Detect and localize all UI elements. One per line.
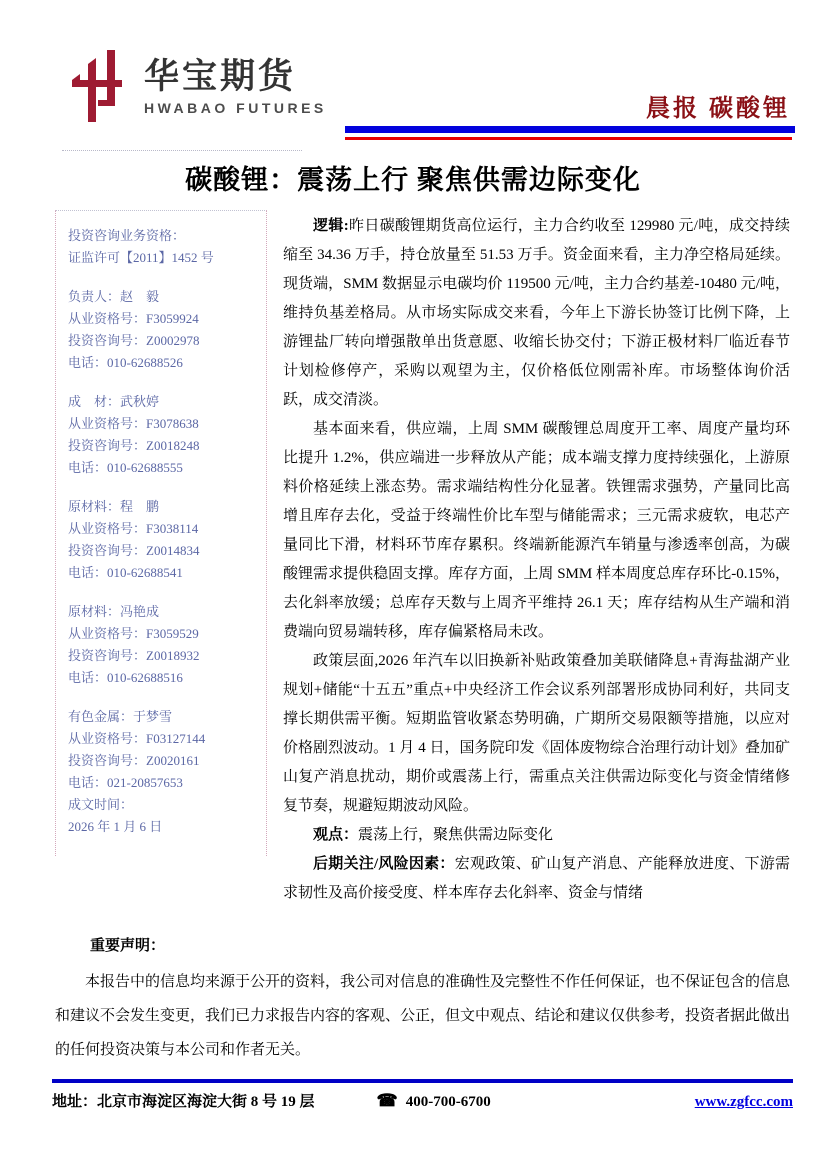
declaration-heading: 重要声明： (90, 938, 166, 954)
contact-detail: 从业资格号：F3078638 (68, 416, 199, 431)
company-address: 地址：北京市海淀区海淀大街 8 号 19 层 (52, 1094, 315, 1110)
paragraph-lead: 后期关注/风险因素： (313, 856, 455, 872)
contact-detail: 从业资格号：F3059529 (68, 626, 199, 641)
page-title: 碳酸锂：震荡上行 聚焦供需边际变化 (185, 165, 641, 195)
contact-role: 有色金属：于梦雪 (68, 709, 173, 724)
content-area (55, 210, 790, 908)
contact-detail: 电话：010-62688555 (68, 460, 183, 475)
contacts-list (68, 286, 258, 794)
qualification-label: 投资咨询业务资格： (68, 228, 186, 243)
paragraph-lead: 逻辑: (313, 218, 349, 234)
contact-detail: 投资咨询号：Z0014834 (68, 543, 200, 558)
hwabao-logo-icon (72, 50, 130, 128)
sidebar-contact (68, 286, 258, 374)
contact-detail: 从业资格号：F3059924 (68, 311, 199, 326)
contact-detail: 从业资格号：F3038114 (68, 521, 199, 536)
report-date-block (68, 794, 258, 838)
contact-detail: 从业资格号：F03127144 (68, 731, 206, 746)
report-header (0, 0, 826, 150)
page-footer (52, 1079, 793, 1111)
report-date-label: 成文时间： (68, 797, 134, 812)
contact-role: 原材料：程 鹏 (68, 499, 160, 514)
qualification-number: 证监许可【2011】1452 号 (68, 250, 214, 265)
paragraph-lead: 观点： (313, 827, 359, 843)
body-paragraph: 逻辑:昨日碳酸锂期货高位运行，主力合约收至 129980 元/吨，成交持续缩至 34.36 万手，持仓放量至 51.53 万手。资金面来看，主力净空格局延续。现货端，SMM 数据显示电碳均价 119500 元/吨，主力合约基差-10480 元/吨，维持负基差格局。从市场实际成交来看，今年上下游长协签订比例下降，上游锂盐厂转向增强散单出货意愿、收缩长协交付；下游正极材料厂临近春节计划检修停产，采购以观望为主，仅价格低位刚需补库。市场整体询价活跃，成交清淡。 (283, 218, 790, 408)
contact-detail: 电话：010-62688541 (68, 565, 183, 580)
contact-detail: 投资咨询号：Z0020161 (68, 753, 200, 768)
brand-name-cn: 华宝期货 (144, 57, 297, 96)
contact-detail: 电话：010-62688516 (68, 670, 183, 685)
report-date-value: 2026 年 1 月 6 日 (68, 819, 163, 834)
contact-detail: 电话：021-20857653 (68, 775, 183, 790)
body-paragraph: 基本面来看，供应端，上周 SMM 碳酸锂总周度开工率、周度产量均环比提升 1.2%，供应端进一步释放从产能；成本端支撑力度持续强化，上游原料价格延续上涨态势。需求端结构性分化显著。铁锂需求强势，产量同比高增且库存去化，受益于终端性价比车型与储能需求；三元需求疲软，电芯产量同比下滑，材料环节库存累积。终端新能源汽车销量与渗透率创高，为碳酸锂需求提供稳固支撑。库存方面，上周 SMM 样本周度总库存环比-0.15%，去化斜率放缓；总库存天数与上周齐平维持 26.1 天；库存结构从生产端和消费端向贸易端转移，库存偏紧格局未改。 (283, 421, 790, 640)
header-dotted-divider (62, 150, 302, 151)
sidebar-contact (68, 496, 258, 584)
contact-role: 成 材：武秋婷 (68, 394, 160, 409)
qualification-block (68, 225, 258, 269)
contact-detail: 投资咨询号：Z0018932 (68, 648, 200, 663)
body-paragraph: 后期关注/风险因素：宏观政策、矿山复产消息、产能释放进度、下游需求韧性及高价接受度、样本库存去化斜率、资金与情绪 (283, 856, 790, 901)
brand-name-en: HWABAO FUTURES (144, 100, 327, 116)
phone-block (377, 1091, 491, 1111)
phone-number: 400-700-6700 (405, 1094, 491, 1110)
contact-detail: 电话：010-62688526 (68, 355, 183, 370)
sidebar-contact (68, 391, 258, 479)
contact-detail: 投资咨询号：Z0002978 (68, 333, 200, 348)
contact-role: 原材料：冯艳成 (68, 604, 160, 619)
body-paragraph: 观点：震荡上行，聚焦供需边际变化 (313, 827, 554, 843)
website-link[interactable]: www.zgfcc.com (694, 1094, 793, 1110)
credentials-sidebar (55, 210, 267, 856)
report-body (283, 210, 790, 908)
sidebar-contact (68, 706, 258, 794)
company-logo (72, 50, 327, 128)
phone-icon: ☎ (376, 1091, 398, 1110)
sidebar-contact (68, 601, 258, 689)
declaration-text: 本报告中的信息均来源于公开的资料，我公司对信息的准确性及完整性不作任何保证，也不保证包含的信息和建议不会发生变更，我们已力求报告内容的客观、公正，但文中观点、结论和建议仅供参考，投资者据此做出的任何投资决策与本公司和作者无关。 (55, 974, 791, 1058)
body-paragraph: 政策层面,2026 年汽车以旧换新补贴政策叠加美联储降息+青海盐湖产业规划+储能“十五五”重点+中央经济工作会议系列部署形成协同利好，共同支撑长期供需平衡。短期监管收紧态势明确，广期所交易限额等措施，以应对价格剧烈波动。1 月 4 日，国务院印发《固体废物综合治理行动计划》叠加矿山复产消息扰动，期价或震荡上行，需重点关注供需边际变化与资金情绪修复节奏，规避短期波动风险。 (283, 653, 790, 814)
header-rule-red (345, 137, 792, 140)
contact-role: 负责人：赵 毅 (68, 289, 160, 304)
header-rule-blue (345, 126, 795, 133)
report-tag: 晨报 碳酸锂 (646, 96, 790, 122)
declaration-section (55, 934, 790, 1067)
contact-detail: 投资咨询号：Z0018248 (68, 438, 200, 453)
logo-text (144, 50, 327, 116)
